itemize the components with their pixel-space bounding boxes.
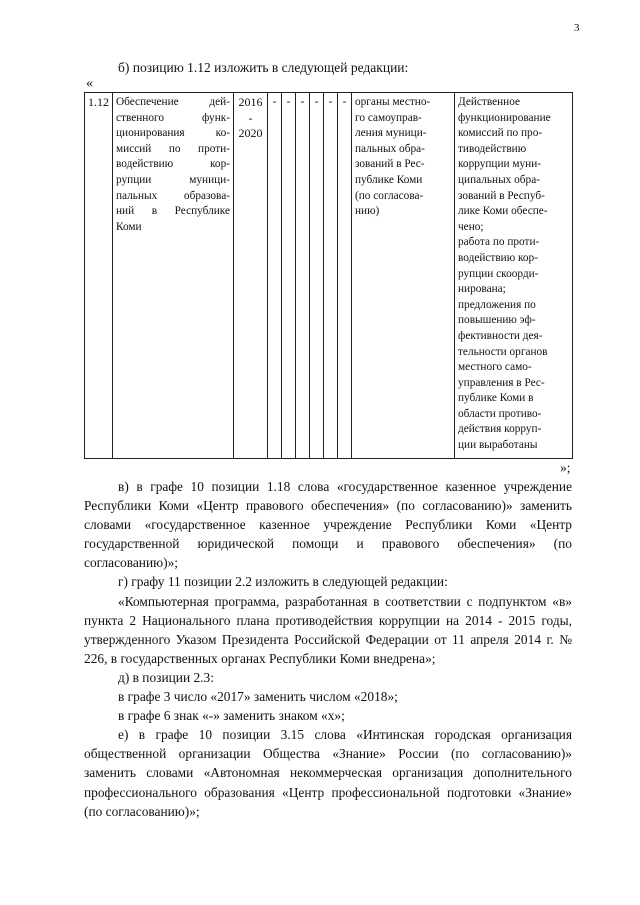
result-line: коррупции муни- <box>458 158 542 171</box>
result-line: фективности дея- <box>458 329 543 342</box>
dash-cell: - <box>338 93 352 459</box>
result-line: предложения по <box>458 298 536 311</box>
dash-cell: - <box>310 93 324 459</box>
executor-line: пальных обра- <box>355 142 425 155</box>
intro-line: б) позицию 1.12 изложить в следующей редакции: <box>118 60 409 75</box>
position-table <box>84 92 573 459</box>
position-number: 1.12 <box>85 93 113 459</box>
table-open-quote: « <box>86 76 93 91</box>
name-line: Коми <box>116 220 142 233</box>
years-line: 2016 <box>238 95 263 109</box>
paragraph-d-item-2: в графе 6 знак «-» заменить знаком «х»; <box>118 708 345 724</box>
executor-line: го самоуправ- <box>355 111 422 124</box>
result-line: чено; <box>458 220 484 233</box>
result-line: комиссий по про- <box>458 127 543 140</box>
executor-line: публике Коми <box>355 173 423 186</box>
paragraph-e: е) в графе 10 позиции 3.15 слова «Интинская городская организация общественной организации Общества «Знание» России (по согласованию)» заменить словами «Автономная некоммерческая организация дополнительного профессионального образования «Центр профессиональной подготовки «Знание» (по согласованию)»; <box>84 727 572 819</box>
result-line: водействию кор- <box>458 251 538 264</box>
amendments-text <box>84 477 572 821</box>
name-line: пальных образова- <box>116 189 230 202</box>
result-line: местного само- <box>458 361 532 374</box>
name-line: рупции муници- <box>116 173 230 186</box>
result-line: нирована; <box>458 283 506 296</box>
result-line: области противо- <box>458 407 542 420</box>
result-line: зований в Респуб- <box>458 189 545 202</box>
name-line: ственного функ- <box>116 111 230 124</box>
name-line: миссий по проти- <box>116 142 230 155</box>
executor-line: нию) <box>355 205 380 218</box>
paragraph-v: в) в графе 10 позиции 1.18 слова «государственное казенное учреждение Республики Коми «Центр правового обеспечения» (по согласованию)» заменить словами «государственное казенное учреждение Республики Коми «Центр государственной юридической помощи и правового обеспечения» (по согласованию)»; <box>84 479 572 571</box>
paragraph-g: г) графу 11 позиции 2.2 изложить в следующей редакции: <box>118 574 448 590</box>
page-number: 3 <box>574 22 580 34</box>
result-line: управления в Рес- <box>458 376 545 389</box>
position-result <box>455 93 573 459</box>
name-line: Обеспечение дей- <box>116 96 230 108</box>
executor-line: (по согласова- <box>355 189 424 202</box>
table-row <box>85 93 573 459</box>
table-close-quote: »; <box>560 460 571 475</box>
result-line: ции выработаны <box>458 439 538 452</box>
result-line: Действенное <box>458 96 521 108</box>
executor-line: ления муници- <box>355 127 427 140</box>
result-line: рупции скоорди- <box>458 267 539 280</box>
dash-cell: - <box>296 93 310 459</box>
dash-cell: - <box>282 93 296 459</box>
executor-line: органы местно- <box>355 96 431 108</box>
result-line: работа по проти- <box>458 236 540 249</box>
dash-cell: - <box>324 93 338 459</box>
years-line: - <box>248 110 253 125</box>
name-line: ний в Республике <box>116 205 230 218</box>
result-line: ципальных обра- <box>458 173 540 186</box>
position-executor <box>352 93 455 459</box>
paragraph-d: д) в позиции 2.3: <box>118 669 214 685</box>
executor-line: зований в Рес- <box>355 158 425 171</box>
result-line: функционирование <box>458 111 551 124</box>
name-line: ционирования ко- <box>116 127 230 140</box>
paragraph-d-item-1: в графе 3 число «2017» заменить числом «2018»; <box>118 689 398 705</box>
result-line: тиводействию <box>458 142 527 155</box>
result-line: повышению эф- <box>458 314 536 327</box>
position-name <box>113 93 234 459</box>
result-line: действия корруп- <box>458 423 542 436</box>
dash-cell: - <box>268 93 282 459</box>
paragraph-g-text: «Компьютерная программа, разработанная в соответствии с подпунктом «в» пункта 2 Национального плана противодействия коррупции на 2014 - 2015 годы, утвержденного Указом Президента Российской Федерации от 11 апреля 2014 г. № 226, в государственных органах Республики Коми внедрена»; <box>84 593 572 666</box>
years-line: 2020 <box>238 126 263 141</box>
result-line: лике Коми обеспе- <box>458 205 548 218</box>
result-line: публике Коми в <box>458 392 534 405</box>
name-line: водействию кор- <box>116 158 230 171</box>
position-years <box>234 93 268 459</box>
result-line: тельности органов <box>458 345 548 358</box>
